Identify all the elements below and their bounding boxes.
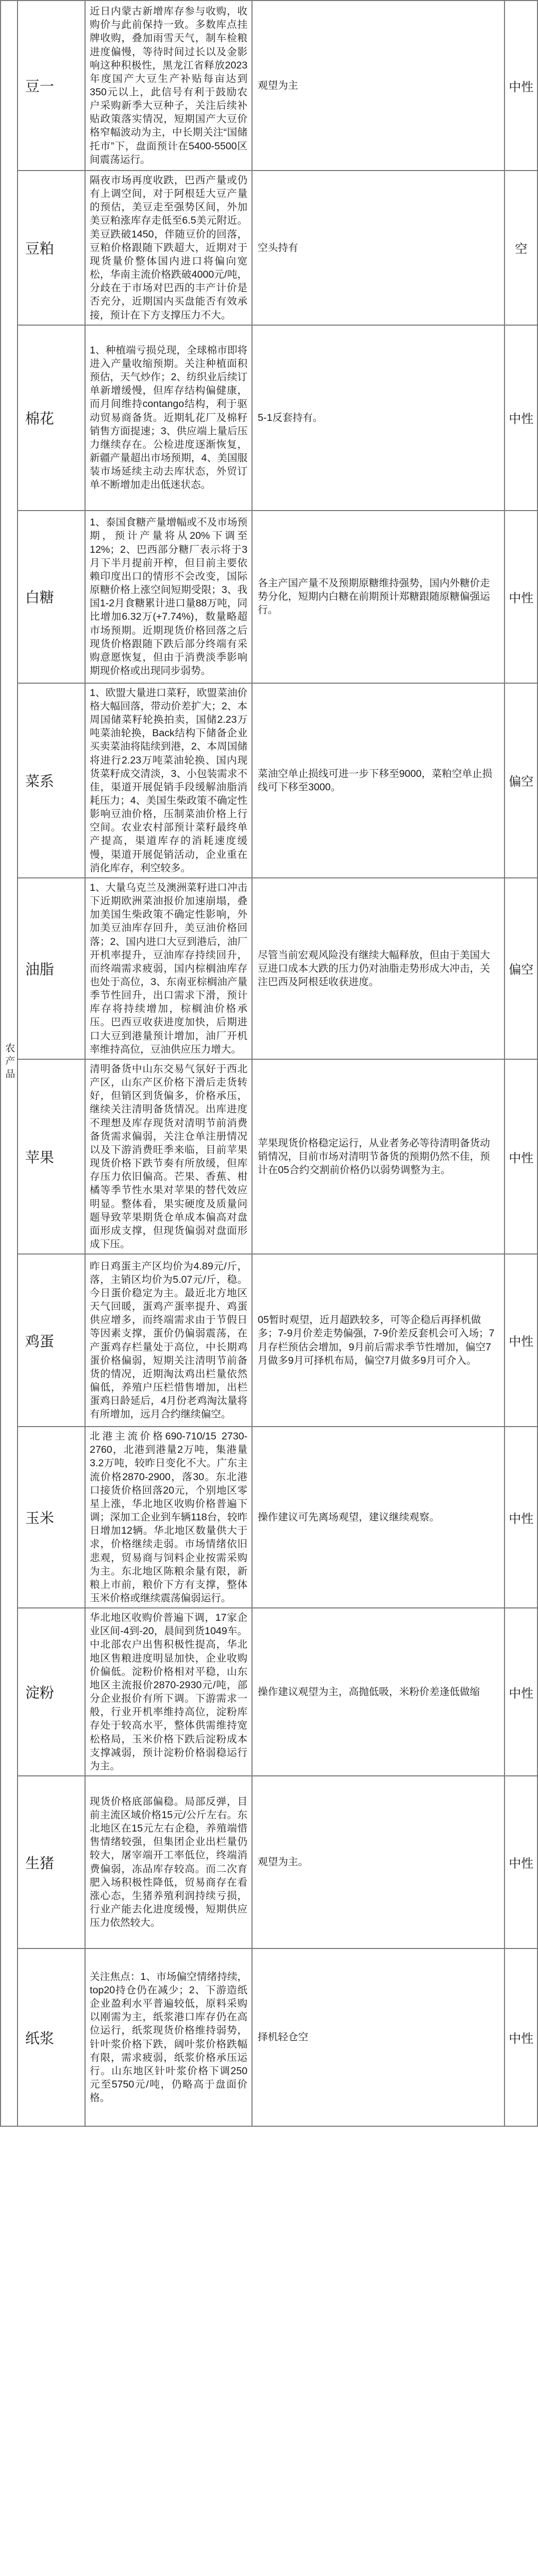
- variety-name: 玉米: [18, 1427, 85, 1608]
- direction-view: 中性: [505, 325, 537, 511]
- commodity-row: [1, 325, 537, 511]
- direction-view: 偏空: [505, 683, 537, 878]
- variety-name: 豆粕: [18, 171, 85, 325]
- fundamental-analysis: 近日内蒙古新增库存参与收购，收购价与此前保持一致。多数库点挂牌收购，叠加雨雪天气，制车检粮进度偏慢，等待时间过长以及金影响这种积极性，黑龙江省释放2023年度国产大豆生产补贴每亩达到350元以上，此信号有利于鼓励农户采购新季大豆种子，关注后续补贴政策落实情况，短期国产大豆价格窄幅波动为主，中长期关注“国储托市”下，盘面预计在5400-5500区间震荡运行。: [85, 1, 252, 171]
- fundamental-analysis: 北港主流价格690-710/15 2730-2760，北港到港量2万吨，集港量3.2万吨，较昨日变化不大。广东主流价格2870-2900，落30。东北港口接货价格回落20元，个别地区零星上涨，华北地区收购价格普遍下调；深加工企业到车辆118台，较昨日增加12辆。华北地区数量供大于求，价格继续走弱。市场情绪依旧悲观，贸易商与饲料企业按需采购为主。东北地区陈粮余量有限，新粮上市前，粮价下方有支撑，整体玉米价格或继续震荡偏弱运行。: [85, 1427, 252, 1608]
- variety-name: 白糖: [18, 511, 85, 683]
- operation-advice: 空头持有: [252, 171, 505, 325]
- variety-name: 菜系: [18, 683, 85, 878]
- variety-name: 生猪: [18, 1776, 85, 1948]
- commodity-row: [1, 1254, 537, 1427]
- variety-name: 苹果: [18, 1059, 85, 1254]
- direction-view: 空: [505, 171, 537, 325]
- commodity-row: [1, 1776, 537, 1948]
- fundamental-analysis: 昨日鸡蛋主产区均价为4.89元/斤，落，主销区均价为5.07元/斤，稳。今日蛋价稳定为主。最近北方地区天气回暖，蛋鸡产蛋率提升、鸡蛋供应增多，而终端需求由于节假日等因素支撑，蛋价仍偏弱震荡，在产蛋鸡存栏量处于高位，中长期鸡蛋价格偏弱，短期关注清明节前备货的情况，近期淘汰鸡出栏量依然偏低，养殖户压栏惜售增加，出栏蛋鸡日龄延后，4月份老鸡淘汰量将有所增加，远月合约继续偏空。: [85, 1254, 252, 1427]
- direction-view: 中性: [505, 1948, 537, 2126]
- operation-advice: 操作建议可先离场观望，建议继续观察。: [252, 1427, 505, 1608]
- variety-name: 油脂: [18, 878, 85, 1059]
- variety-name: 豆一: [18, 1, 85, 171]
- fundamental-analysis: 1、种植端亏损兑现，全球棉市即将进入产量收缩预期。关注种植面积预估，天气炒作；2、纺织业后续订单新增缓慢，但库存结构偏健康，而月间维持contango结构，利于驱动贸易商备货。近期轧花厂及棉籽销售方面提速；3、供应端上量后压力继续存在。公检进度逐渐恢复，新疆产量超出市场预期，4、美国服装市场延续主动去库状态，外贸订单不断增加走出低迷状态。: [85, 325, 252, 511]
- commodity-row: [1, 683, 537, 878]
- commodity-row: [1, 1059, 537, 1254]
- commodity-row: [1, 171, 537, 325]
- fundamental-analysis: 隔夜市场再度收跌，巴西产量或仍有上调空间，对于阿根廷大豆产量的预估，美豆走至强势区间，外加美豆粕涨库存走低至6.5美元附近。美豆跌破1450，伴随豆价的回落，豆粕价格跟随下跌超大，近期对于现货量价整体国内进口将偏向宽松，华南主流价格跌破4000元/吨，分歧在于市场对巴西的丰产计价是否充分，近期国内买盘能否有效承接，预计在下方支撑压力不大。: [85, 171, 252, 325]
- commodity-row: [1, 511, 537, 683]
- direction-view: 偏空: [505, 878, 537, 1059]
- operation-advice: 观望为主。: [252, 1776, 505, 1948]
- fundamental-analysis: 清明备货中山东交易气氛好于西北产区，山东产区价格下滑后走货转好，但销区到货偏多，价格承压，继续关注清明备货情况。出库进度不理想及库存现货对清明节前消费备货需求偏弱，关注仓单注册情况以及下游消费旺季来临，目前苹果现货价格下跌节奏有所放缓，但库存压力依旧偏高。芒果、香蕉、柑橘等季节性水果对苹果的替代效应明显。整体看，果实硬度及质量问题导致苹果期货仓单成本偏高对盘面形成支撑，但现货偏弱对盘面形成下压。: [85, 1059, 252, 1254]
- operation-advice: 择机轻仓空: [252, 1948, 505, 2126]
- operation-advice: 操作建议观望为主，高抛低吸，米粉价差逢低做缩: [252, 1608, 505, 1776]
- direction-view: 中性: [505, 511, 537, 683]
- fundamental-analysis: 1、泰国食糖产量增幅或不及市场预期，预计产量将从20%下调至12%；2、巴西部分糖厂表示将于3月下半月提前开榨，但目前主要依赖印度出口的情形不会改变，国际原糖价格上涨空间短期受限；3、我国1-2月食糖累计进口量88万吨，同比增加6.32万(+7.74%)，数量略超市场预期。近期现货价格回落之后现货价格跟随下跌后部分终端有采购意愿恢复，但由于消费淡季影响期现价格或出现同步弱势。: [85, 511, 252, 683]
- direction-view: 中性: [505, 1059, 537, 1254]
- category-label: 农产品: [4, 1042, 15, 1081]
- commodity-row: [1, 1608, 537, 1776]
- commodity-row: [1, 1427, 537, 1608]
- fundamental-analysis: 现货价格底部偏稳。局部反弹，目前主流区域价格15元/公斤左右。东北地区在15元左右企稳，养殖端惜售情绪较强，但集团企业出栏量仍较大，屠宰端开工率低位，终端消费偏弱，冻品库存较高。而二次育肥入场积极性降低，贸易商存在看涨心态，生猪养殖利润持续亏损，行业产能去化进度缓慢，短期供应压力依然较大。: [85, 1776, 252, 1948]
- fundamental-analysis: 1、大量乌克兰及澳洲菜籽进口冲击下近期欧洲菜油报价加速崩塌，叠加美国生柴政策不确定性影响，外加美豆油库存回升，美豆油价格回落；2、国内进口大豆到港后，油厂开机率提升，豆油库存持续回升，而终端需求疲弱，国内棕榈油库存也处于高位，3、东南亚棕榈油产量季节性回升，出口需求下滑，预计库存将持续增加，棕榈油价格承压。巴西豆收获进度加快，后期进口大豆到港量预计增加，油厂开机率维持高位，豆油供应压力增大。: [85, 878, 252, 1059]
- variety-name: 淀粉: [18, 1608, 85, 1776]
- direction-view: 中性: [505, 1776, 537, 1948]
- variety-name: 棉花: [18, 325, 85, 511]
- fundamental-analysis: 关注焦点：1、市场偏空情绪持续，top20持仓仍在减少；2、下游造纸企业盈利水平普遍较低，原料采购以刚需为主，纸浆港口库存仍在高位运行，纸浆现货价格维持弱势，针叶浆价格下跌，阔叶浆价格跌幅有限，需求疲弱，纸浆价格承压运行。山东地区针叶浆价格下调250元至5750元/吨，仍略高于盘面价格。: [85, 1948, 252, 2126]
- direction-view: 中性: [505, 1, 537, 171]
- direction-view: 中性: [505, 1427, 537, 1608]
- commodity-row: [1, 878, 537, 1059]
- direction-view: 中性: [505, 1608, 537, 1776]
- operation-advice: 05暂时观望，近月超跌较多，可等企稳后再择机做多；7-9月价差走势偏强，7-9价差反套机会可入场；7月存栏预估会增加，9月前后需求季节性增加，偏空7月做多9月可择机布局，偏空7月做多9月可介入。: [252, 1254, 505, 1427]
- operation-advice: 尽管当前宏观风险没有继续大幅释放，但由于美国大豆进口成本大跌的压力仍对油脂走势形成大冲击，关注巴西及阿根廷收获进度。: [252, 878, 505, 1059]
- operation-advice: 苹果现货价格稳定运行，从业者务必等待清明备货动销情况，目前市场对清明节备货的预期仍然不佳，预计在05合约交割前价格仍以弱势调整为主。: [252, 1059, 505, 1254]
- direction-view: 中性: [505, 1254, 537, 1427]
- category-cell: [1, 1, 18, 2126]
- commodity-row: [1, 1, 537, 171]
- commodity-row: [1, 1948, 537, 2126]
- fundamental-analysis: 华北地区收购价普遍下调，17家企业区间-4到-20，晨间到货1049车。中北部农户出售积极性提高，华北地区售粮进度明显加快，企业收购价偏低。淀粉价格相对平稳，山东地区主流报价2870-2930元/吨，部分企业报价有所下调。下游需求一般，行业开机率维持高位，淀粉库存处于较高水平，整体供需维持宽松格局，玉米价格下跌后淀粉成本支撑减弱，预计淀粉价格弱稳运行为主。: [85, 1608, 252, 1776]
- operation-advice: 5-1反套持有。: [252, 325, 505, 511]
- variety-name: 鸡蛋: [18, 1254, 85, 1427]
- fundamental-analysis: 1、欧盟大量进口菜籽，欧盟菜油价格大幅回落，带动价差扩大；2、本周国储菜籽轮换拍卖，国储2.23万吨菜油轮换，Back结构下储备企业买卖菜油将陆续到港，2、本周国储将进行2.23万吨菜油轮换、国内现货菜籽成交清淡，3、小包装需求不佳，渠道开展促销手段缓解油脂消耗压力；4、美国生柴政策不确定性影响豆油价格，压制菜油价格上行空间。农业农村部预计菜籽最终单产提高，渠道库存的消耗速度缓慢，渠道开展促销活动，企业重在消化库存，利空较多。: [85, 683, 252, 878]
- operation-advice: 观望为主: [252, 1, 505, 171]
- operation-advice: 菜油空单止损线可进一步下移至9000，菜粕空单止损线可下移至3000。: [252, 683, 505, 878]
- operation-advice: 各主产国产量不及预期原糖维持强势，国内外糖价走势分化，短期内白糖在前期预计郑糖跟随原糖偏强运行。: [252, 511, 505, 683]
- variety-name: 纸浆: [18, 1948, 85, 2126]
